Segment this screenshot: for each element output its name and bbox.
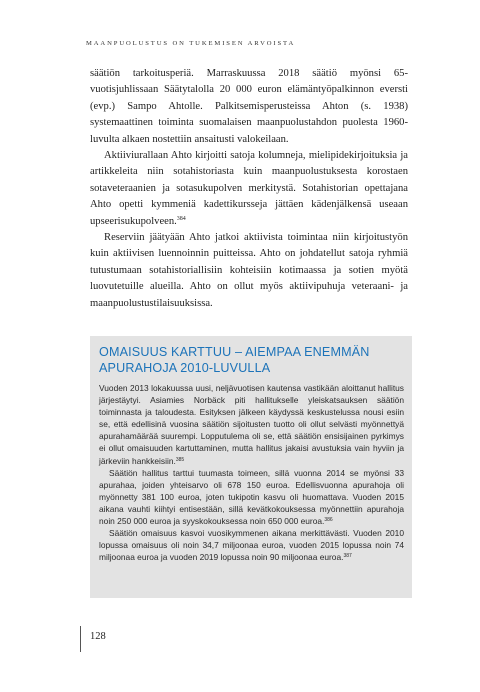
- footnote-ref-387[interactable]: 387: [343, 553, 352, 560]
- running-header: MAANPUOLUSTUS ON TUKEMISEN ARVOISTA: [86, 40, 296, 47]
- page-number: 128: [90, 631, 106, 642]
- info-box-title: OMAISUUS KARTTUU – AIEMPAA ENEMMÄN APURAHOJA 2010-LUVULLA: [99, 345, 370, 375]
- info-box-text: [99, 382, 404, 563]
- info-box-paragraph-2-text: Säätiön hallitus tarttui tuumasta toimeen, sillä vuonna 2014 se myönsi 33 apurahaa, joiden yhteisarvo oli 678 150 euroa. Edellisvuonna apurahoja oli myönnetty 381 100 euroa, joten tukipotin kasvu oli huomattava. Vuoden 2015 aikana vauhti kiihtyi entisestään, sillä kevätkokouksessa myönnettiin apurahoja noin 250 000 euroa ja syyskokouksessa noin 650 000 euroa.: [99, 467, 404, 527]
- info-box-paragraph-3: [99, 527, 404, 563]
- paragraph-1: säätiön tarkoitusperiä. Marraskuussa 2018 säätiö myönsi 65-vuotisjuhlissaan Säätytalolla 20 000 euron elämäntyöpalkinnon eversti (evp.) Sampo Ahtolle. Palkitsemisperusteissa Ahton (s. 1938) systemaattinen toiminta suomalaisen maanpuolustahdon puolesta 1960-luvulta alkaen nostettiin ansaitusti valokeilaan.: [90, 68, 408, 145]
- footnote-ref-386[interactable]: 386: [324, 517, 333, 524]
- paragraph-3: Reserviin jäätyään Ahto jatkoi aktiivista toimintaa niin kirjoitustyön kuin aktiivisen luennoinnin puitteissa. Ahto on johdatellut satoja ryhmiä tutustumaan sotahistoriallisiin kohteisiin kotimaassa ja sotien myötä luovutetuille alueilla. Ahto on ollut myös aktiivipuhuja veteraani- ja maanpuolustustilaisuuksissa.: [90, 232, 408, 309]
- info-box-paragraph-2: [99, 467, 404, 527]
- info-box-paragraph-3-text: Säätiön omaisuus kasvoi vuosikymmenen aikana merkittävästi. Vuoden 2010 lopussa omaisuus oli noin 34,7 miljoonaa euroa, vuoden 2015 lopussa noin 74 miljoonaa euroa ja vuoden 2019 lopussa noin 90 miljoonaa euroa.: [99, 528, 404, 563]
- page-number-rule: [80, 626, 81, 652]
- info-box-paragraph-1-text: Vuoden 2013 lokakuussa uusi, neljävuotisen kautensa vastikään aloittanut hallitus järjestäytyi. Asiamies Norbäck piti hallitukselle yleiskatsauksen säätiön toiminnasta ja taloudesta. Esityksen jälkeen käydyssä keskustelussa nousi esiin se, että edellisinä vuosina säätiön sijoitusten tuotto oli ollut selvästi myönnettyä apurahamäärää suurempi. Lopputulema oli se, että säätiön ensisijainen pyrkimys ei ollut omaisuuden kartuttaminen, mutta hallitus jakaisi avustuksia vain hyviin ja järkeviin hankkeisiin.: [99, 383, 404, 466]
- paragraph-2: [90, 148, 408, 230]
- footnote-ref-384[interactable]: 384: [176, 215, 186, 222]
- paragraph-2-text: Aktiiviurallaan Ahto kirjoitti satoja kolumneja, mielipidekirjoituksia ja artikkeleita niin sotahistoriasta kuin maanpuolustuksesta korostaen sotaveteraanien ja sotasukupolven merkitystä. Sotahistorian opettajana Ahto opetti kymmeniä kadettikursseja jättäen kädenjälkensä useaan upseerisukupolveen.: [90, 150, 408, 227]
- info-box-paragraph-1: [99, 382, 404, 467]
- info-box: [90, 336, 412, 598]
- main-text: [90, 66, 408, 312]
- footnote-ref-385[interactable]: 385: [175, 456, 185, 463]
